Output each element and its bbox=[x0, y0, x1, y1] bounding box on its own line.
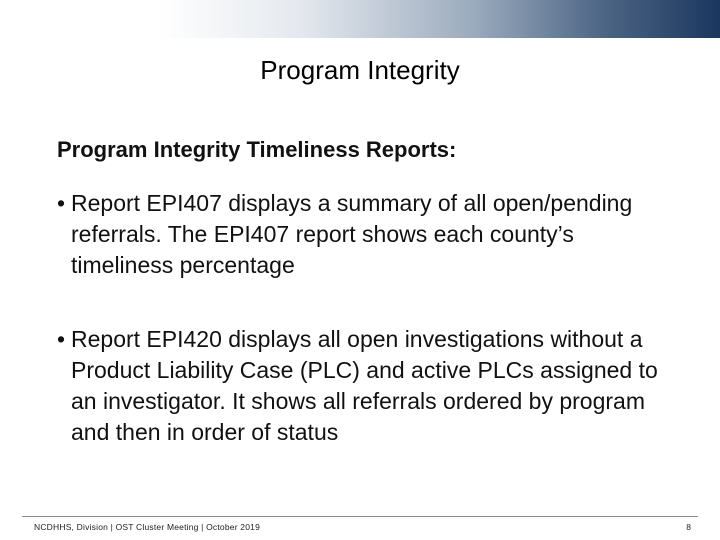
bullet-list bbox=[57, 188, 677, 281]
page-number: 8 bbox=[686, 522, 691, 532]
bullet-item-epi407 bbox=[57, 188, 677, 281]
footer-divider bbox=[22, 516, 698, 517]
bullet-dot: • bbox=[57, 190, 66, 216]
slide-title: Program Integrity bbox=[260, 55, 460, 85]
bullet-dot: • bbox=[57, 326, 66, 352]
footer-text: NCDHHS, Division | OST Cluster Meeting | October 2019 bbox=[34, 522, 261, 532]
bullet-list bbox=[57, 324, 677, 448]
section-heading: Program Integrity Timeliness Reports: bbox=[57, 137, 457, 162]
bullet-text: Report EPI420 displays all open investigations without a Product Liability Case (PLC) and active PLCs assigned to an investigator. It shows all referrals ordered by program and then in order of status bbox=[71, 326, 658, 445]
header-gradient-band bbox=[0, 0, 720, 38]
bullet-text: Report EPI407 displays a summary of all open/pending referrals. The EPI407 report shows each county’s timeliness percentage bbox=[71, 190, 633, 278]
bullet-item-epi420 bbox=[57, 324, 677, 448]
